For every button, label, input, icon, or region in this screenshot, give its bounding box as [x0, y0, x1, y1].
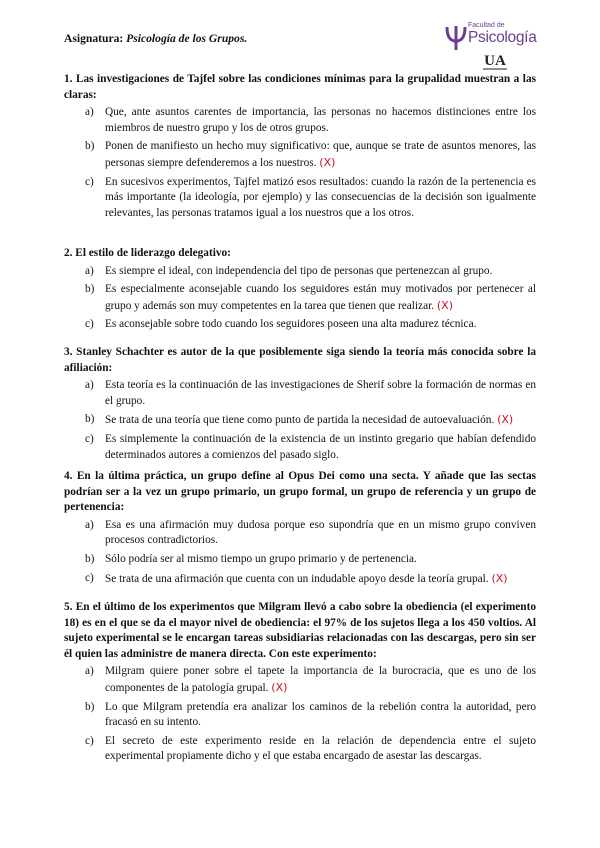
- option-b: b) Es especialmente aconsejable cuando los seguidores están muy motivados por pertenecer al grupo y además son muy competentes en la tarea que tienen que realizar. (X): [85, 283, 536, 312]
- question-title: 4. En la última práctica, un grupo define al Opus Dei como una secta. Y añade que las sectas podrían ser a la vez un grupo primario, un grupo formal, un grupo de referencia y un grupo de pertenencia:: [64, 470, 536, 514]
- option-c: c) En sucesivos experimentos, Tajfel matizó esos resultados: cuando la razón de la pertenencia es más importante (la ideología, por ejemplo) y las consecuencias de la decisión son igualmente relevantes, las personas tratamos igual a los nuestros que a los otros.: [85, 175, 536, 219]
- subject-label: Asignatura:: [64, 32, 124, 45]
- faculty-logo: [445, 22, 545, 74]
- question-title: 5. En el último de los experimentos que Milgram llevó a cabo sobre la obediencia (el experimento 18) es en el que se da el mayor nivel de obediencia: el 97% de los sujetos llega a los 450 voltios. Al sujeto experimental se le encargan tareas subsidiarias relacionadas con las descargas, pero sin ser él quien las administre de manera directa. Con este experimento:: [64, 601, 536, 660]
- option-c: c) Es simplemente la continuación de la existencia de un instinto gregario que habían defendido determinados autores a comienzos del pasado siglo.: [85, 432, 536, 461]
- options-list: [64, 518, 536, 587]
- subject-line: [64, 32, 247, 45]
- answer-mark-icon: (X): [436, 298, 454, 312]
- question-title: 1. Las investigaciones de Tajfel sobre las condiciones mínimas para la grupalidad muestran a las claras:: [64, 73, 536, 101]
- logo-faculty-text: Facultad de: [468, 22, 505, 29]
- options-list: [64, 105, 536, 221]
- question-4: [64, 469, 536, 590]
- subject-name: Psicología de los Grupos.: [126, 32, 248, 45]
- option-a: a) Esta teoría es la continuación de las investigaciones de Sherif sobre la formación de normas en el grupo.: [85, 379, 536, 407]
- psi-logo-icon: [445, 24, 467, 52]
- question-1: [64, 72, 536, 224]
- answer-mark-icon: (X): [497, 413, 514, 427]
- option-a: a) Esa es una afirmación muy dudosa porque eso supondría que en un mismo grupo conviven procesos contradictorios.: [85, 518, 536, 547]
- answer-mark-icon: (X): [491, 571, 508, 585]
- question-2: [64, 246, 536, 336]
- option-a: a) Que, ante asuntos carentes de importancia, las personas no hacemos distinciones entre los miembros de nuestro grupo y los de otros grupos.: [85, 106, 536, 134]
- option-c: c) Se trata de una afirmación que cuenta con un indudable apoyo desde la teoría grupal. (X): [85, 571, 508, 585]
- question-5: [64, 600, 536, 768]
- option-b: b) Sólo podría ser al mismo tiempo un grupo primario y de pertenencia.: [85, 552, 417, 565]
- answer-mark-icon: (X): [271, 680, 288, 694]
- options-list: [64, 378, 536, 463]
- question-3: [64, 345, 536, 466]
- question-title: 2. El estilo de liderazgo delegativo:: [64, 247, 231, 259]
- ua-logo-icon: [481, 49, 509, 71]
- logo-ua-text: UA: [484, 53, 506, 69]
- options-list: [64, 264, 536, 333]
- page-header: [64, 22, 544, 70]
- option-b: b) Ponen de manifiesto un hecho muy significativo: que, aunque se trate de asuntos menores, las personas siempre defenderemos a los nuestros. (X): [85, 140, 536, 169]
- option-a: a) Milgram quiere poner sobre el tapete la importancia de la burocracia, que es uno de los componentes de la patología grupal. (X): [85, 665, 536, 694]
- option-b: b) Lo que Milgram pretendía era analizar los caminos de la rebelión contra la autoridad, pero fracasó en su intento.: [85, 700, 536, 729]
- option-c: c) Es aconsejable sobre todo cuando los seguidores poseen una alta madurez técnica.: [85, 318, 477, 331]
- answer-mark-icon: (X): [319, 155, 336, 169]
- logo-psychology-text: Psicología: [468, 29, 537, 46]
- options-list: [64, 664, 536, 765]
- question-title: 3. Stanley Schachter es autor de la que posiblemente siga siendo la teoría más conocida sobre la afiliación:: [64, 346, 536, 374]
- option-a: a) Es siempre el ideal, con independencia del tipo de personas que pertenezcan al grupo.: [85, 264, 493, 277]
- option-b: b) Se trata de una teoría que tiene como punto de partida la necesidad de autoevaluación. (X): [85, 413, 514, 427]
- option-c: c) El secreto de este experimento reside en la relación de dependencia entre el sujeto experimental propiamente dicho y el que estaba encargado de asestar las descargas.: [85, 734, 536, 763]
